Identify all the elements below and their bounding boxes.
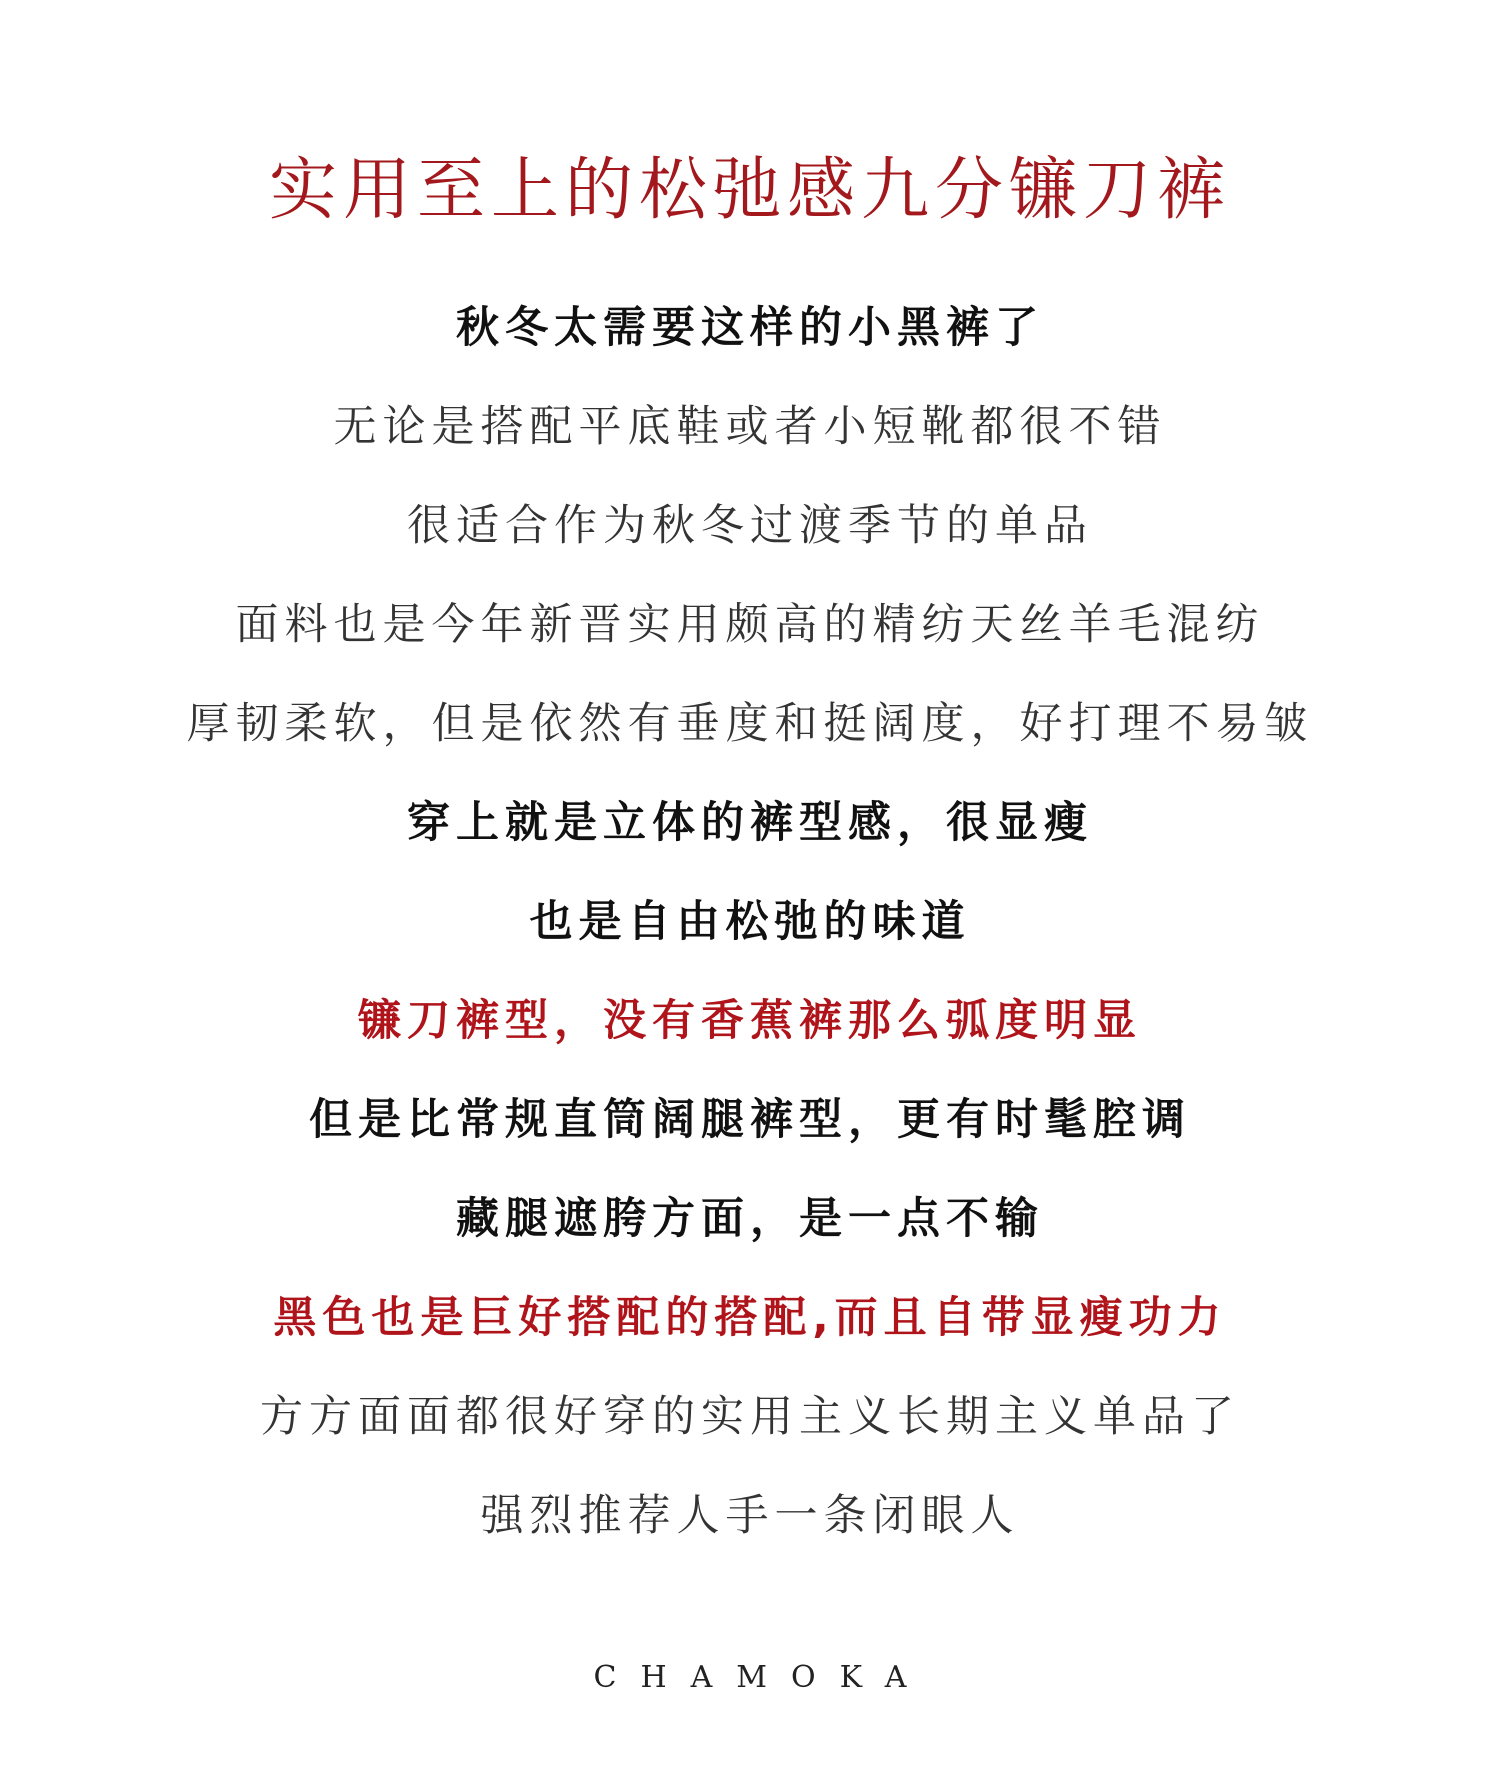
description-line: 穿上就是立体的裤型感，很显瘦 (407, 798, 1093, 848)
brand-wordmark: CHAMOKA (593, 1660, 931, 1695)
description-line: 藏腿遮胯方面，是一点不输 (456, 1194, 1044, 1244)
description-text-block (0, 300, 1500, 1587)
description-line: 很适合作为秋冬过渡季节的单品 (407, 501, 1093, 551)
highlight-line: 黑色也是巨好搭配的搭配,而且自带显瘦功力 (273, 1293, 1227, 1343)
highlight-line: 镰刀裤型，没有香蕉裤那么弧度明显 (358, 996, 1142, 1046)
description-line: 方方面面都很好穿的实用主义长期主义单品了 (260, 1392, 1240, 1442)
description-line: 无论是搭配平底鞋或者小短靴都很不错 (333, 402, 1167, 452)
description-line: 也是自由松弛的味道 (529, 897, 971, 947)
description-line: 但是比常规直筒阔腿裤型，更有时髦腔调 (309, 1095, 1191, 1145)
page-title: 实用至上的松弛感九分镰刀裤 (268, 150, 1231, 230)
description-line: 强烈推荐人手一条闭眼人 (480, 1491, 1020, 1541)
description-line: 秋冬太需要这样的小黑裤了 (456, 303, 1044, 353)
description-line: 面料也是今年新晋实用颇高的精纺天丝羊毛混纺 (235, 600, 1265, 650)
description-line: 厚韧柔软，但是依然有垂度和挺阔度，好打理不易皱 (186, 699, 1314, 749)
